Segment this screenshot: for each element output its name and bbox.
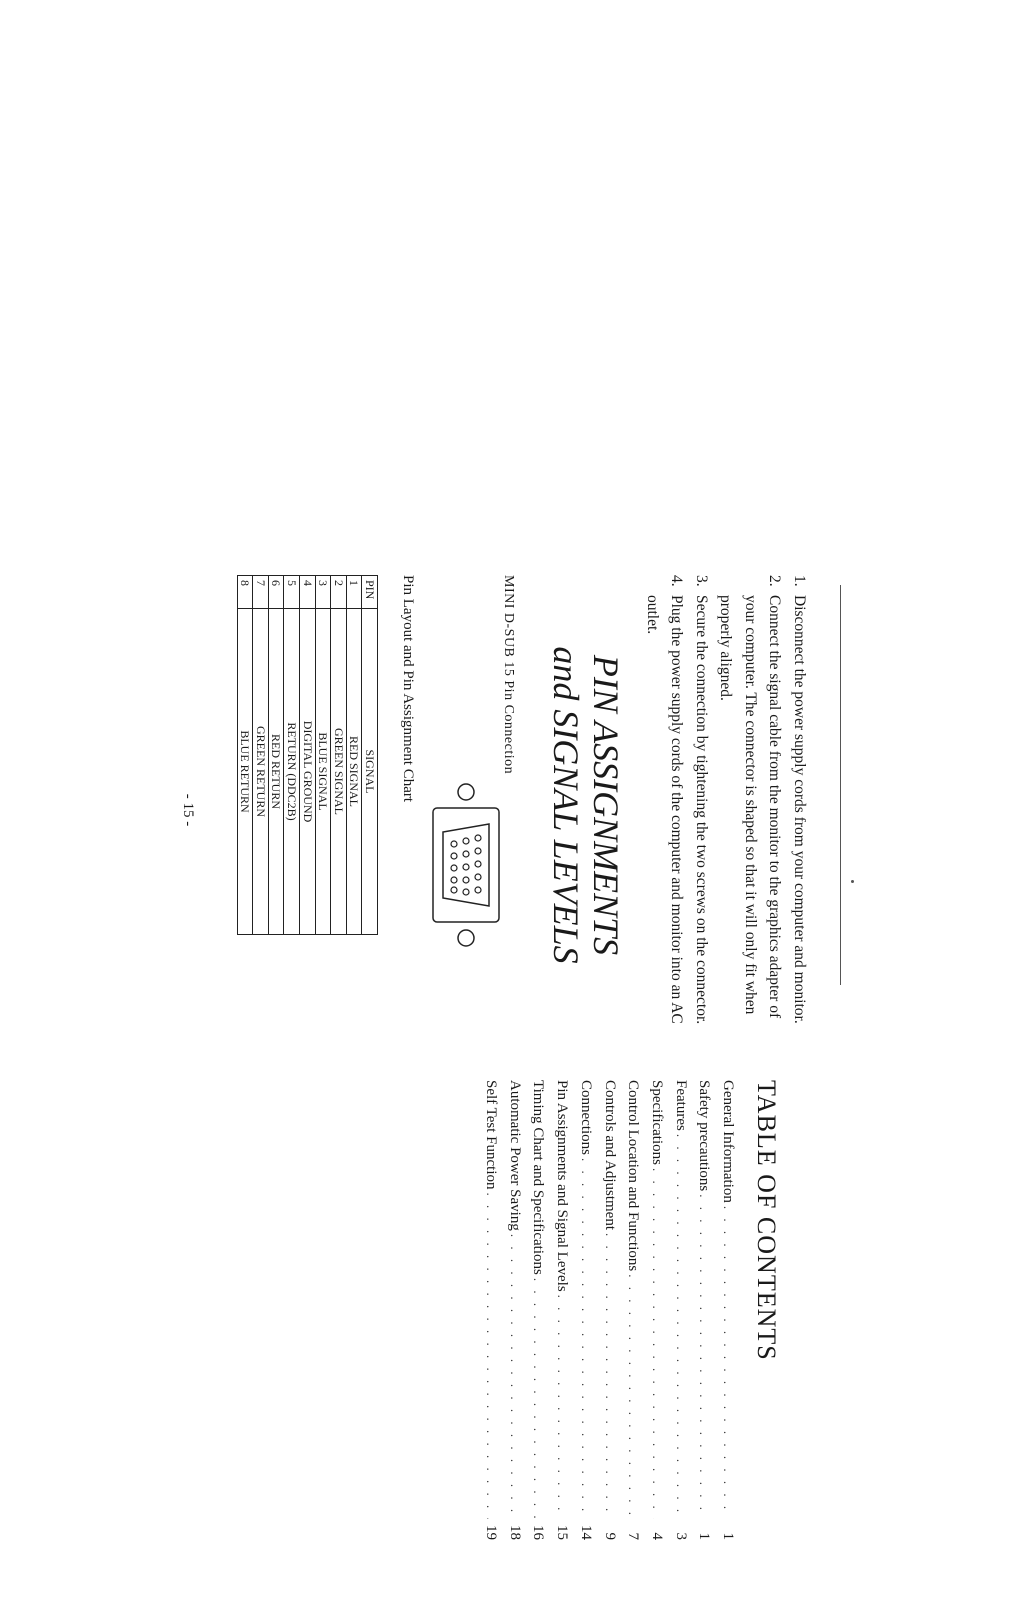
toc-entry[interactable]: [523, 1080, 547, 1540]
signal-cell: DIGITAL GROUND: [300, 609, 316, 935]
toc-entry-page: 9: [601, 1532, 618, 1540]
table-row: [253, 576, 269, 935]
signal-cell: BLUE RETURN: [237, 609, 253, 935]
chart-caption: Pin Layout and Pin Assignment Chart: [400, 575, 416, 803]
step-text: Connect the signal cable from the monitor to the graphics adapter of your computer. The connector is shaped so that it will only fit when properly aligned.: [717, 595, 784, 1019]
heading-line-2: and SIGNAL LEVELS: [546, 646, 586, 964]
signal-cell: GREEN SIGNAL: [331, 609, 347, 935]
pin-cell: 1: [346, 576, 362, 609]
pin-cell: 5: [284, 576, 300, 609]
signal-cell: RED RETURN: [268, 609, 284, 935]
pin-cell: 8: [237, 576, 253, 609]
dot-leader: [483, 1193, 499, 1519]
connector-face: [443, 824, 489, 906]
toc-entry-page: 18: [506, 1525, 523, 1540]
toc-list: [475, 1080, 736, 1540]
toc-entry-label: Self Test Function: [483, 1080, 500, 1190]
toc-entry-label: Timing Chart and Specifications: [530, 1080, 547, 1275]
connection-steps: [640, 575, 812, 1035]
toc-entry[interactable]: [547, 1080, 571, 1540]
mount-hole-right: [458, 930, 474, 946]
toc-entry-page: 3: [672, 1532, 689, 1540]
toc-entry-page: 7: [625, 1532, 642, 1540]
pin-cell: 4: [300, 576, 316, 609]
toc-entry-page: 4: [648, 1532, 665, 1540]
toc-entry-label: Safety precautions: [696, 1080, 713, 1192]
toc-entry[interactable]: [641, 1080, 665, 1540]
table-row: [315, 576, 331, 935]
step-item: [689, 575, 714, 1035]
header-signal: SIGNAL: [362, 609, 378, 935]
step-number: 3.: [693, 575, 710, 587]
toc-entry[interactable]: [618, 1080, 642, 1540]
toc-entry-label: Controls and Adjustment: [601, 1080, 618, 1230]
step-number: 2.: [766, 575, 784, 587]
toc-entry-label: Features: [672, 1080, 689, 1131]
header-pin: PIN: [362, 576, 378, 609]
table-row: [346, 576, 362, 935]
toc-entry-page: 14: [577, 1525, 594, 1540]
toc-entry-label: General Information: [720, 1080, 736, 1203]
dot-leader: [507, 1234, 523, 1519]
table-row: [300, 576, 316, 935]
pin-assignments-heading: [546, 575, 626, 1035]
pin-assignment-table: [237, 575, 378, 935]
toc-entry-label: Control Location and Functions: [625, 1080, 642, 1272]
toc-entry-page: 15: [554, 1525, 571, 1540]
dot-leader: [554, 1295, 570, 1519]
table-header-row: [362, 576, 378, 935]
table-row: [331, 576, 347, 935]
pin-cell: 3: [315, 576, 331, 609]
pin-cell: 7: [253, 576, 269, 609]
heading-line-1: PIN ASSIGNMENTS: [586, 654, 626, 956]
toc-entry-page: 19: [483, 1525, 500, 1540]
toc-entry-label: Connections: [577, 1080, 594, 1155]
connector-label: MINI D-SUB 15 Pin Connection: [501, 575, 516, 775]
dsub-connector-diagram: [421, 780, 511, 950]
toc-entry[interactable]: [712, 1080, 736, 1540]
dot-leader: [578, 1158, 594, 1519]
pin-cell: 6: [268, 576, 284, 609]
signal-cell: RETURN (DDC2B): [284, 609, 300, 935]
dot-leader: [531, 1278, 547, 1519]
step-item: [713, 575, 787, 1035]
toc-entry-page: 1: [696, 1532, 713, 1540]
toc-entry[interactable]: [475, 1080, 499, 1540]
toc-title: TABLE OF CONTENTS: [752, 1080, 781, 1361]
page-number: - 15 -: [180, 793, 196, 827]
mount-hole-left: [458, 784, 474, 800]
pin-holes: [451, 835, 481, 895]
toc-entry-label: Pin Assignments and Signal Levels: [554, 1080, 571, 1292]
toc-entry[interactable]: [689, 1080, 713, 1540]
step-text: Disconnect the power supply cords from your computer and monitor.: [791, 595, 808, 1024]
step-number: 4.: [668, 575, 686, 587]
step-item: [787, 575, 812, 1035]
dot-leader: [696, 1194, 712, 1519]
table-row: [284, 576, 300, 935]
toc-entry-page: 16: [530, 1525, 547, 1540]
toc-entry-label: Automatic Power Saving: [506, 1080, 523, 1231]
step-item: [640, 575, 689, 1035]
toc-entry[interactable]: [665, 1080, 689, 1540]
top-rule: [840, 585, 841, 985]
dot-leader: [602, 1233, 618, 1519]
dot-leader: [720, 1206, 736, 1519]
signal-cell: BLUE SIGNAL: [315, 609, 331, 935]
toc-entry-page: 1: [720, 1532, 736, 1540]
signal-cell: GREEN RETURN: [253, 609, 269, 935]
step-text: Secure the connection by tightening the two screws on the connector.: [693, 595, 710, 1025]
table-row: [268, 576, 284, 935]
toc-entry[interactable]: [570, 1080, 594, 1540]
step-number: 1.: [791, 575, 808, 587]
signal-cell: RED SIGNAL: [346, 609, 362, 935]
toc-entry[interactable]: [594, 1080, 618, 1540]
step-text: Plug the power supply cords of the computer and monitor into an AC outlet.: [644, 595, 686, 1024]
dot-leader: [625, 1274, 641, 1519]
table-row: [237, 576, 253, 935]
stray-dot: [851, 880, 854, 883]
pin-cell: 2: [331, 576, 347, 609]
dot-leader: [649, 1168, 665, 1519]
dot-leader: [673, 1134, 689, 1519]
toc-entry[interactable]: [499, 1080, 523, 1540]
toc-entry-label: Specifications: [648, 1080, 665, 1165]
